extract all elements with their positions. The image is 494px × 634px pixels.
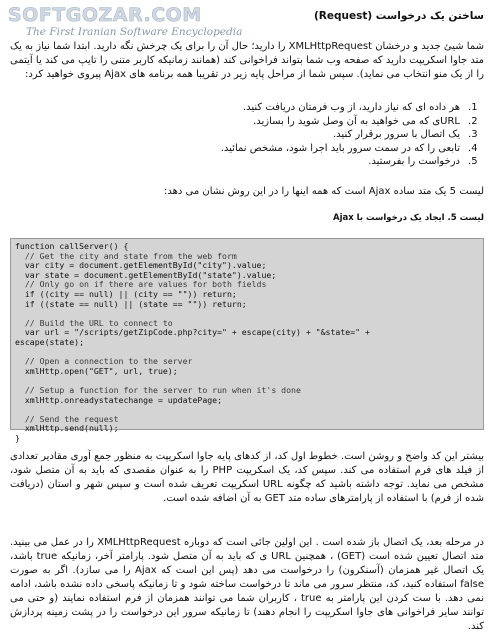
step-text: یک اتصال با سرور برقرار کنید. <box>333 129 460 140</box>
step-number: 1. <box>468 102 478 113</box>
code-line: xmlHttp.open("GET", url, true); <box>15 365 178 376</box>
watermark-tagline: The First Iranian Software Encyclopedia <box>26 26 243 38</box>
code-line: xmlHttp.send(null); <box>15 423 119 434</box>
code-line: // Setup a function for the server to run when it's done <box>15 384 301 395</box>
step-text: تابعی را که در سمت سرور باید اجرا شود، مشخص نمائید. <box>220 142 460 154</box>
code-block <box>15 242 479 443</box>
intro-paragraph: شما شیئ جدید و درخشان XMLHttpRequest را دارید؛ حال آن را برای یک چرخش نگه دارید. ابتدا شما نیاز به یک متد جاوا اسکریپت دارید که صفحه وب شما بتواند فراخوانی کند (همانند زمانیکه کاربر متنی را تایپ می کند یا آیتمی را از یک منو انتخاب می نماید). سپس شما از مراحل پایه زیر در تقریبا همه برنامه های Ajax پیروی خواهید کرد: <box>10 41 485 80</box>
code-line: // Open a connection to the server <box>15 356 193 367</box>
code-line: function callServer() { <box>15 241 129 251</box>
code-line: var city = document.getElementById("city").value; <box>15 260 267 271</box>
softgozar-watermark <box>8 4 308 44</box>
explanation-paragraph: بیشتر این کد واضح و روشن است. خطوط اول کد، از کدهای پایه جاوا اسکریپت به منظور جمع آوری مقادیر تعدادی از فیلد های فرم استفاده می کند. سپس کد، یک اسکریپت PHP را به عنوان مقصدی که باید به آن متصل شود، مشخص می نماید. توجه داشته باشید که چگونه URL اسکریپت تعریف شده است و سپس شهر و استان (دریافت شده از فرم) با استفاده از پارامترهای ساده متد GET به آن اضافه شده است. <box>10 451 484 504</box>
watermark-logo-text: SOFTGOZAR.COM <box>8 4 202 26</box>
step-item <box>60 115 480 129</box>
code-line: // Send the request <box>15 413 119 424</box>
step-number: 2. <box>468 115 478 127</box>
code-line: } <box>15 432 20 443</box>
step-number: 5. <box>468 156 478 167</box>
section-heading: ساختن یک درخواست (Request) <box>313 10 484 22</box>
step-number: 3. <box>468 129 478 140</box>
code-line: // Build the URL to connect to <box>15 317 173 328</box>
step-number: 4. <box>468 142 478 154</box>
code-line: escape(state); <box>15 336 85 347</box>
step-item <box>60 101 480 115</box>
code-line: if ((state == null) || (state == "")) return; <box>15 298 247 309</box>
code-line: // Only go on if there are values for both fields <box>15 279 267 290</box>
code-line: var url = "/scripts/getZipCode.php?city=" + escape(city) + "&state=" + <box>15 327 370 338</box>
listing-intro-paragraph: لیست 5 یک متد ساده Ajax است که همه اینها را در این روش نشان می دهد: <box>163 186 484 197</box>
step-item <box>60 142 480 156</box>
watermark-logo <box>8 4 202 26</box>
step-text: هر داده ای که نیاز دارید، از وب فرمتان دریافت کنید. <box>242 102 460 113</box>
step-text: درخواست را بفرستید. <box>368 156 460 167</box>
code-line: // Get the city and state from the web form <box>15 250 237 261</box>
step-text: URLی که می خواهید به آن وصل شوید را بسازید. <box>253 115 460 127</box>
steps-list <box>60 101 480 169</box>
code-line: xmlHttp.onreadystatechange = updatePage; <box>15 394 223 405</box>
code-line: if ((city == null) || (city == "")) return; <box>15 288 237 299</box>
connection-paragraph: در مرحله بعد، یک اتصال باز شده است . این اولین جائی است که دوباره XMLHttpRequest را در عمل می بینید. متد اتصال تعیین شده است (GET) ، همچنین URL ی که باید به آن متصل شود. پارامتر آخر، زمانیکه true باشد، یک اتصال غیر همزمان (آسنکرون) را درخواست می دهد (پس این است که Ajax را می سازد). اگر به صورت false استفاده کنید، کد، منتظر سرور می ماند تا درخواست ساخته شود و تا زمانیکه پاسخی داده نشده باشد، ادامه نمی دهد. با ست کردن این پارامتر به true ، کاربران شما می توانند همزمان از فرم استفاده نمایند (و حتی می توانند سایر فراخوانی های جاوا اسکریپت را انجام دهند) تا زمانیکه سرور این درخواست را در پشت زمینه پردازش کند. <box>10 537 484 632</box>
step-item <box>60 155 480 169</box>
listing-caption: لیست 5. ایجاد یک درخواست با Ajax <box>333 213 484 223</box>
code-listing <box>10 238 484 443</box>
code-line: var state = document.getElementById("state").value; <box>15 269 277 280</box>
step-item <box>60 128 480 142</box>
